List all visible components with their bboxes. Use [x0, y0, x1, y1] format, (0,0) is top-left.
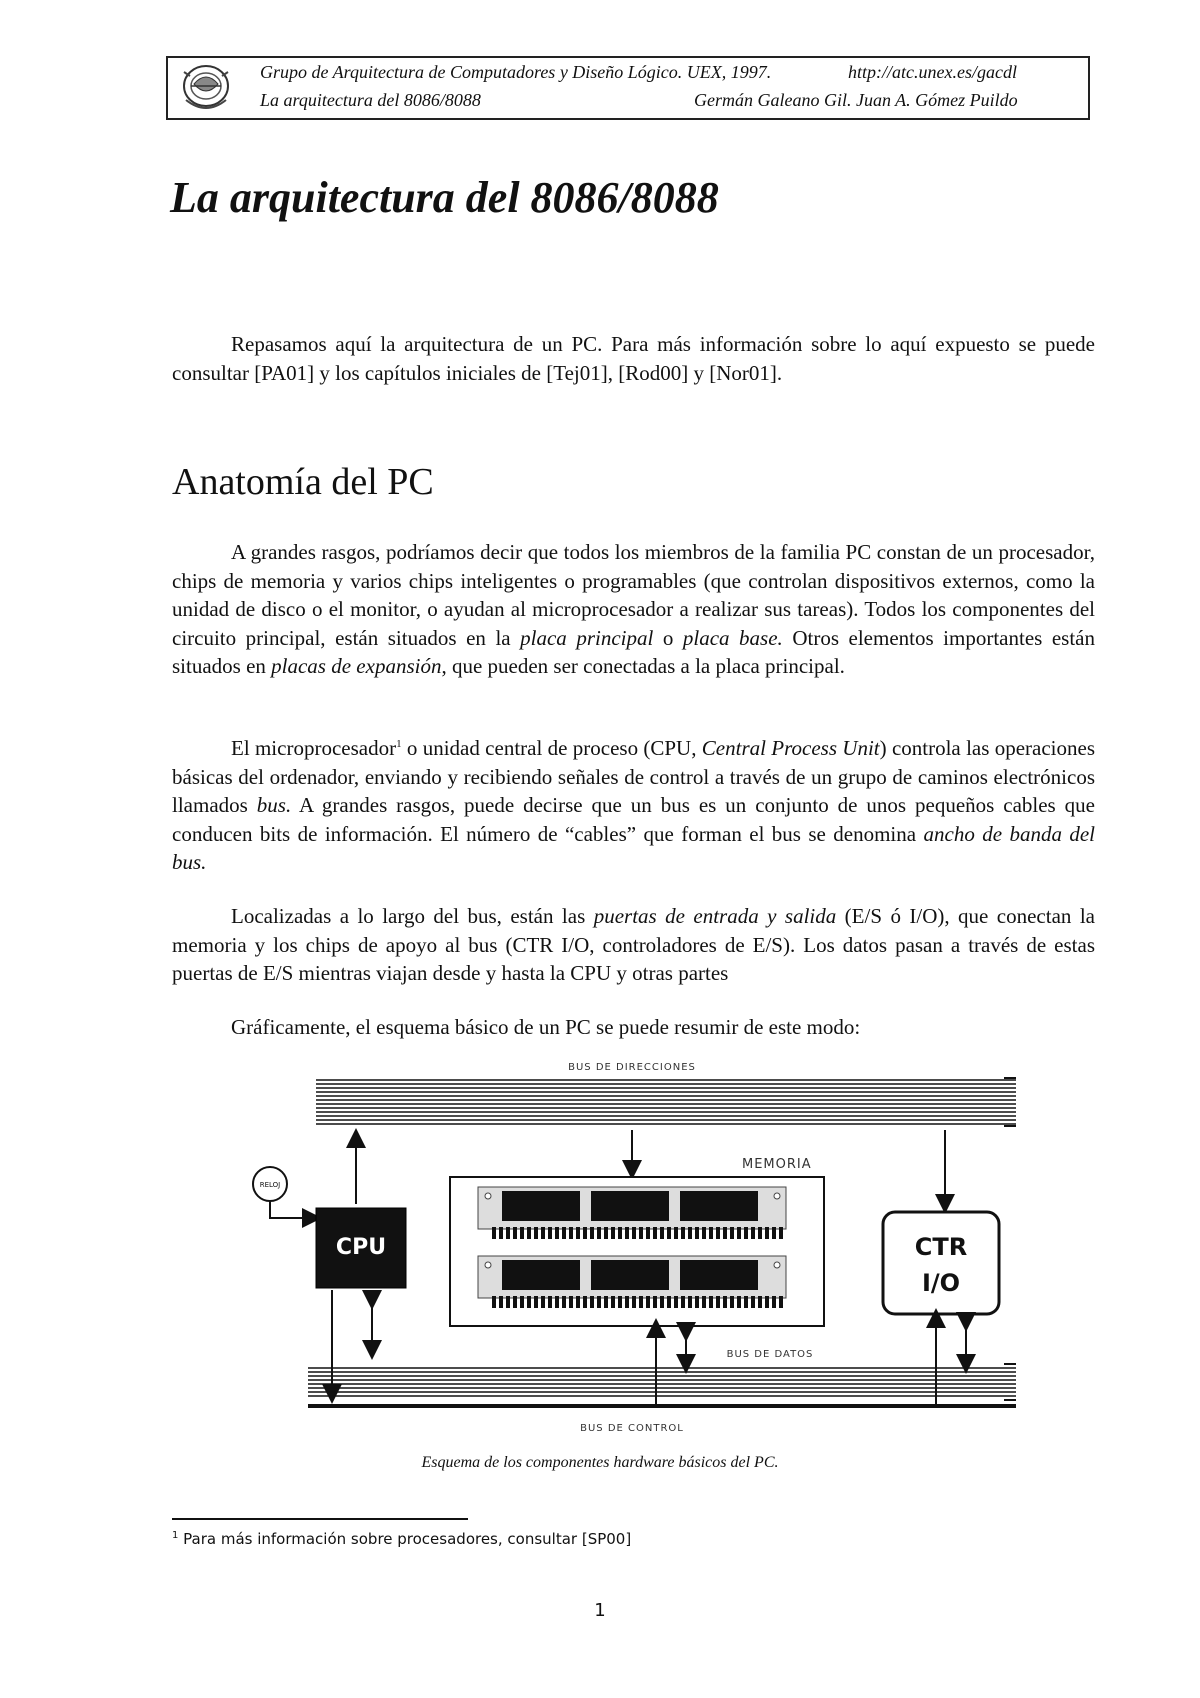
ctr-io-block — [883, 1212, 999, 1314]
paragraph-4: Gráficamente, el esquema básico de un PC se puede resumir de este modo: — [231, 1015, 861, 1039]
figure-caption: Esquema de los componentes hardware básicos del PC. — [421, 1454, 779, 1471]
data-bus-end-marks — [1004, 1364, 1016, 1400]
memory-module-1 — [478, 1187, 786, 1233]
clock-arrow — [270, 1201, 312, 1218]
data-bus-label: BUS DE DATOS — [726, 1349, 814, 1360]
paragraph-1: A grandes rasgos, podríamos decir que todos los miembros de la familia PC constan de un procesador, chips de memoria y varios chips inteligentes o programables (que controlan dispositivos externos, como la unidad de disco o el monitor, o ayudan al microprocesador a realizar sus tareas). Todos los componentes del circuito principal, están situados en la placa principal o placa base. Otros elementos importantes están situados en placas de expansión, que pueden ser conectadas a la placa principal. — [172, 540, 1095, 678]
ctr-label: CTR — [914, 1233, 968, 1261]
header-authors: Germán Galeano Gil. Juan A. Gómez Puildo — [694, 90, 1018, 110]
header-doc-title: La arquitectura del 8086/8088 — [260, 90, 481, 110]
section-title: Anatomía del PC — [172, 461, 434, 503]
paragraph-2: El microprocesador$^1$ o unidad central de proceso (CPU, Central Process Unit) controla las operaciones básicas del ordenador, enviando y recibiendo señales de control a través de un grupo de caminos electrónicos llamados bus. A grandes rasgos, puede decirse que un bus es un conjunto de unos pequeños cables que conducen bits de información. El número de “cables” que forman el bus se denomina ancho de banda del bus. — [172, 736, 1096, 874]
header-group-name: Grupo de Arquitectura de Computadores y Diseño Lógico. UEX, 1997. — [260, 62, 772, 82]
footnote-marker: 1 — [172, 1530, 179, 1541]
address-bus-end-marks — [1004, 1078, 1016, 1126]
footnote — [172, 1530, 631, 1548]
data-bus-lines — [308, 1368, 1016, 1396]
header-url[interactable]: http://atc.unex.es/gacdl — [848, 62, 1017, 82]
footnote-text: Para más información sobre procesadores, consultar [SP00] — [178, 1530, 632, 1548]
address-bus-label: BUS DE DIRECCIONES — [568, 1062, 696, 1073]
footnote-ref[interactable]: 1 — [396, 738, 402, 750]
control-bus-label: BUS DE CONTROL — [580, 1423, 684, 1434]
university-seal-logo — [174, 60, 238, 116]
clock-label: RELOJ — [259, 1181, 281, 1189]
memory-module-2 — [478, 1256, 786, 1302]
intro-paragraph: Repasamos aquí la arquitectura de un PC. Para más información sobre lo aquí expuesto se puede consultar [PA01] y los capítulos iniciales de [Tej01], [Rod00] y [Nor01]. — [172, 332, 1095, 385]
page-number: 1 — [594, 1600, 606, 1621]
io-label: I/O — [921, 1269, 961, 1297]
document-title: La arquitectura del 8086/8088 — [170, 173, 719, 222]
memory-label: MEMORIA — [742, 1157, 812, 1172]
footnote-rule — [172, 1518, 468, 1520]
address-bus-lines — [316, 1080, 1016, 1124]
cpu-label: CPU — [335, 1235, 387, 1260]
pc-architecture-diagram — [0, 1050, 1200, 1450]
paragraph-3: Localizadas a lo largo del bus, están las puertas de entrada y salida (E/S ó I/O), que conectan la memoria y los chips de apoyo al bus (CTR I/O, controladores de E/S). Los datos pasan a través de estas puertas de E/S mientras viajan desde y hasta la CPU y otras partes — [172, 904, 1095, 985]
running-header — [166, 56, 1090, 120]
